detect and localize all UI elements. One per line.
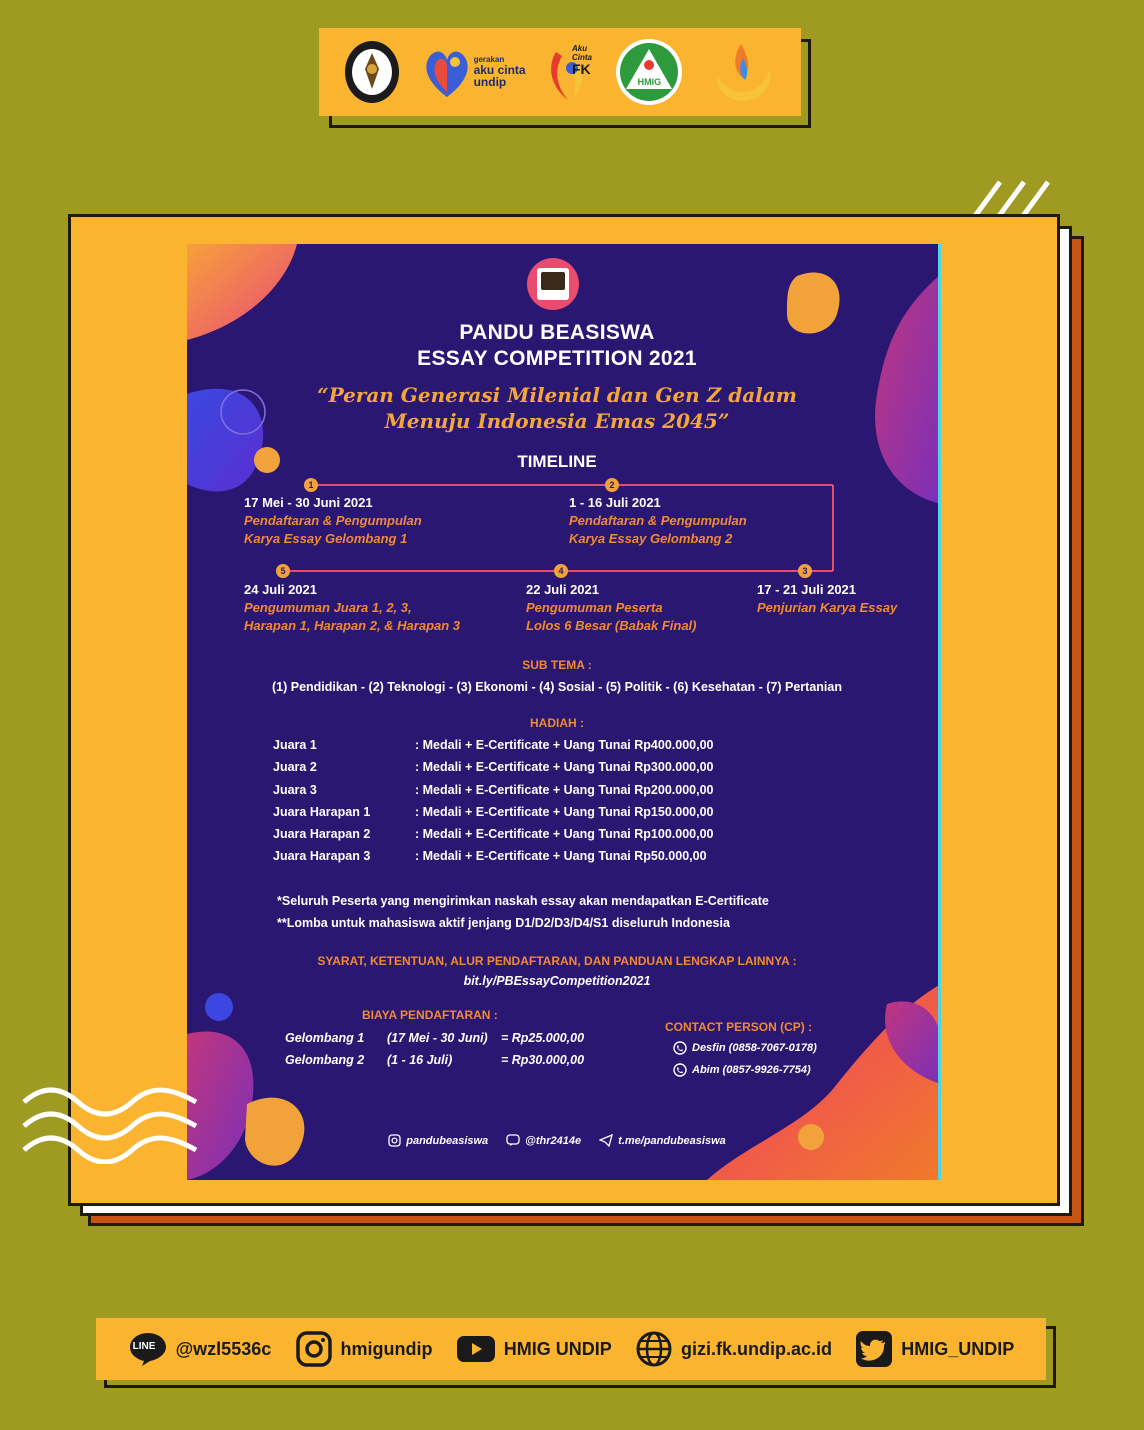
note-eligibility: **Lomba untuk mahasiswa aktif jenjang D1/D2/D3/D4/S1 diseluruh Indonesia: [277, 916, 730, 930]
prize-name: Juara 2: [273, 760, 317, 775]
poster-title-line2: ESSAY COMPETITION 2021: [417, 347, 697, 370]
timeline-date: 22 Juli 2021: [526, 582, 599, 597]
timeline-desc: Pengumuman Peserta: [526, 600, 663, 615]
poster-title: [187, 320, 927, 372]
timeline-desc: Harapan 1, Harapan 2, & Harapan 3: [244, 618, 461, 633]
fee-amount: = Rp30.000,00: [501, 1053, 585, 1067]
whatsapp-icon: [673, 1063, 687, 1077]
contact-list: [673, 1037, 817, 1081]
contact-row: [673, 1037, 817, 1059]
timeline-desc: Pendaftaran & Pengumpulan: [244, 513, 422, 528]
twitter-handle: HMIG_UNDIP: [901, 1338, 1015, 1359]
timeline-item-3: [757, 581, 897, 617]
poster-line-text: @thr2414e: [525, 1134, 582, 1147]
timeline-desc: Karya Essay Gelombang 1: [244, 531, 408, 546]
logo-bar: [319, 28, 801, 116]
timeline-date: 24 Juli 2021: [244, 582, 317, 597]
timeline-date: 1 - 16 Juli 2021: [569, 495, 661, 510]
twitter-icon: [855, 1330, 893, 1368]
contact-row: [673, 1059, 817, 1081]
subtema-heading: SUB TEMA :: [522, 658, 592, 672]
social-line[interactable]: [128, 1331, 272, 1367]
contact-desfin: Desfin (0858-7067-0178): [692, 1042, 817, 1054]
hadiah-heading: HADIAH :: [530, 716, 584, 730]
timeline-date: 17 Mei - 30 Juni 2021: [244, 495, 373, 510]
aku-cinta-undip-logo: [422, 42, 526, 102]
contact-abim: Abim (0857-9926-7754): [692, 1064, 811, 1076]
undip-logo: [343, 39, 401, 105]
line-icon: [506, 1134, 520, 1147]
line-id: @wzl5536c: [175, 1338, 272, 1359]
poster-theme: [187, 382, 927, 434]
timeline-item-4: [526, 581, 697, 635]
telegram-icon: [599, 1134, 613, 1147]
poster-title-line1: PANDU BEASISWA: [459, 321, 655, 344]
timeline-dot-1: 1: [304, 478, 318, 492]
prize-table: [273, 734, 713, 868]
timeline-dot-2: 2: [605, 478, 619, 492]
prize-row: [273, 734, 713, 756]
poster-instagram[interactable]: [388, 1134, 488, 1147]
fee-table: [285, 1027, 584, 1071]
prize-reward: : Medali + E-Certificate + Uang Tunai Rp200.000,00: [415, 782, 714, 797]
poster-socials: [187, 1134, 927, 1147]
subtema-list: (1) Pendidikan - (2) Teknologi - (3) Ekonomi - (4) Sosial - (5) Politik - (6) Kesehatan - (7) Pertanian: [272, 680, 842, 694]
fee-row: [285, 1049, 584, 1071]
poster-telegram[interactable]: [599, 1134, 726, 1147]
timeline-desc: Penjurian Karya Essay: [757, 600, 898, 615]
prize-name: Juara 3: [273, 782, 317, 797]
fee-amount: = Rp25.000,00: [501, 1031, 585, 1045]
prize-name: Juara Harapan 2: [273, 827, 371, 842]
website-url: gizi.fk.undip.ac.id: [681, 1338, 833, 1359]
prize-row: [273, 801, 713, 823]
prize-row: [273, 779, 713, 801]
youtube-icon: [456, 1334, 496, 1364]
prize-reward: : Medali + E-Certificate + Uang Tunai Rp150.000,00: [415, 804, 714, 819]
hmig-logo: [614, 37, 684, 107]
social-bar: [96, 1318, 1046, 1380]
aku-cinta-fk-small: Aku Cinta: [572, 44, 592, 62]
timeline-dot-3: 3: [798, 564, 812, 578]
prize-row: [273, 756, 713, 778]
timeline-item-5: [244, 581, 460, 635]
prize-name: Juara Harapan 1: [273, 804, 371, 819]
social-website[interactable]: [635, 1330, 832, 1368]
prize-name: Juara Harapan 3: [273, 849, 371, 864]
poster-theme-line1: “Peran Generasi Milenial dan Gen Z dalam: [317, 383, 797, 407]
prize-reward: : Medali + E-Certificate + Uang Tunai Rp300.000,00: [415, 760, 714, 775]
instagram-icon: [388, 1134, 401, 1147]
instagram-handle: hmigundip: [340, 1338, 433, 1359]
timeline-desc: Lolos 6 Besar (Babak Final): [526, 618, 697, 633]
prize-name: Juara 1: [273, 738, 317, 752]
poster-telegram-text: t.me/pandubeasiswa: [618, 1134, 726, 1147]
poster-line[interactable]: [506, 1134, 581, 1147]
registration-link[interactable]: bit.ly/PBEssayCompetition2021: [463, 974, 651, 988]
hmig-text: HMIG: [637, 77, 662, 87]
whatsapp-icon: [673, 1041, 687, 1055]
cp-heading: CONTACT PERSON (CP) :: [665, 1020, 813, 1034]
gerakan-small-text: gerakan: [473, 55, 505, 64]
timeline-desc: Pengumuman Juara 1, 2, 3,: [244, 600, 412, 615]
undip-text: undip: [473, 75, 507, 89]
social-youtube[interactable]: [456, 1334, 612, 1364]
poster-instagram-text: pandubeasiswa: [406, 1134, 489, 1147]
timeline-dot-5: 5: [276, 564, 290, 578]
essay-competition-poster: [187, 244, 941, 1180]
aku-cinta-text: aku cinta: [473, 63, 526, 77]
prize-row: [273, 823, 713, 845]
youtube-channel: HMIG UNDIP: [503, 1338, 612, 1359]
fk-text: FK: [572, 61, 591, 77]
poster-theme-line2: Menuju Indonesia Emas 2045”: [384, 409, 730, 433]
note-certificate: *Seluruh Peserta yang mengirimkan naskah essay akan mendapatkan E-Certificate: [277, 894, 769, 908]
timeline-item-1: [244, 494, 422, 548]
prize-reward: : Medali + E-Certificate + Uang Tunai Rp400.000,00: [415, 738, 714, 752]
social-twitter[interactable]: [855, 1330, 1014, 1368]
timeline-date: 17 - 21 Juli 2021: [757, 582, 857, 597]
instagram-icon: [295, 1330, 333, 1368]
fee-row: [285, 1027, 584, 1049]
wave-decoration: [20, 1080, 200, 1164]
timeline-item-2: [569, 494, 747, 548]
flame-logo: [705, 36, 777, 108]
biaya-heading: BIAYA PENDAFTARAN :: [362, 1008, 498, 1022]
prize-row: [273, 845, 713, 867]
syarat-heading: SYARAT, KETENTUAN, ALUR PENDAFTARAN, DAN PANDUAN LENGKAP LAINNYA :: [317, 954, 797, 968]
timeline-heading: TIMELINE: [517, 452, 597, 471]
timeline-dot-4: 4: [554, 564, 568, 578]
fee-label: Gelombang 2: [285, 1053, 365, 1067]
timeline-desc: Karya Essay Gelombang 2: [569, 531, 733, 546]
line-badge-text: LINE: [132, 1340, 156, 1352]
fee-label: Gelombang 1: [285, 1031, 365, 1045]
fee-period: (1 - 16 Juli): [387, 1053, 453, 1067]
fee-period: (17 Mei - 30 Juni): [387, 1031, 488, 1045]
aku-cinta-fk-logo: [546, 38, 594, 106]
notes: [277, 890, 769, 934]
timeline-desc: Pendaftaran & Pengumpulan: [569, 513, 747, 528]
prize-reward: : Medali + E-Certificate + Uang Tunai Rp100.000,00: [415, 827, 714, 842]
globe-icon: [635, 1330, 673, 1368]
social-instagram[interactable]: [295, 1330, 433, 1368]
prize-reward: : Medali + E-Certificate + Uang Tunai Rp50.000,00: [415, 849, 707, 864]
